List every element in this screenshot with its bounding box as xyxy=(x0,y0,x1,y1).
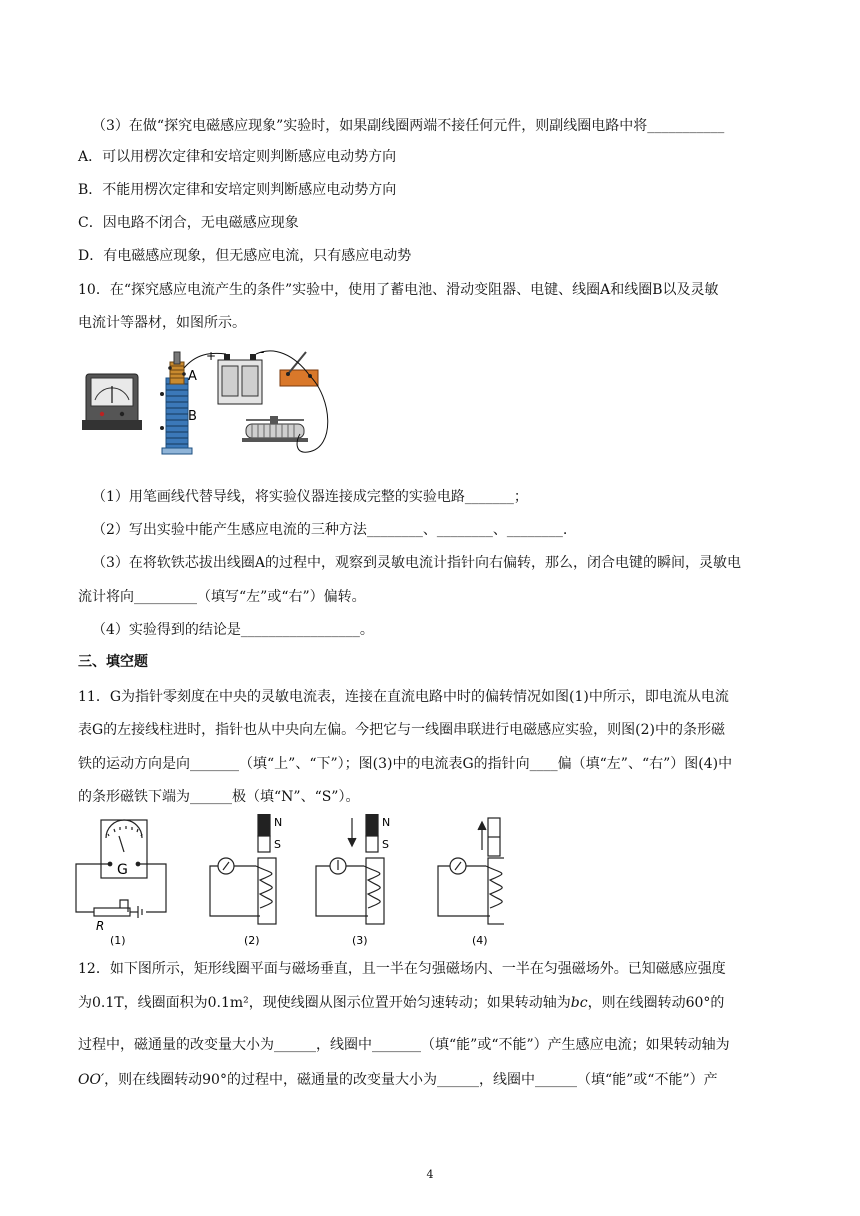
caption-4: (4) xyxy=(472,934,488,947)
q10-part3-line2: 流计将向_________（填写“左”或“右”）偏转。 xyxy=(78,589,366,605)
q11-line4: 的条形磁铁下端为______极（填“N”、“S”）。 xyxy=(78,789,360,805)
q12-line3: 过程中，磁通量的改变量大小为______，线圈中_______（填“能”或“不能”）产生感应电流；如果转动轴为 xyxy=(78,1037,730,1053)
option-b: B．不能用楞次定律和安培定则判断感应电动势方向 xyxy=(78,182,397,198)
q12-text: ，现使线圈从图示位置开始匀速转动；如果转动轴为 xyxy=(248,995,571,1011)
q12-text: ，则在线圈转动 xyxy=(104,1072,203,1088)
q10-line1: 10．在“探究感应电流产生的条件”实验中，使用了蓄电池、滑动变阻器、电键、线圈A和线圈B以及灵敏 xyxy=(78,282,719,298)
q11-line2: 表G的左接线柱进时，指针也从中央向左偏。今把它与一线圈串联进行电磁感应实验，则图(2)中的条形磁 xyxy=(78,722,726,738)
option-d: D．有电磁感应现象，但无感应电流，只有感应电动势 xyxy=(78,248,412,264)
fig2-s-label: S xyxy=(274,838,281,851)
q12-line1: 12．如下图所示，矩形线圈平面与磁场垂直，且一半在匀强磁场内、一半在匀强磁场外。已知磁感应强度 xyxy=(78,961,726,977)
option-c: C．因电路不闭合，无电磁感应现象 xyxy=(78,215,299,231)
axis-bc: bc xyxy=(570,995,588,1011)
q12-text: 的过程中，磁通量的改变量大小为______，线圈中______（填“能”或“不能”）产 xyxy=(226,1072,718,1088)
rheostat-r-label: R xyxy=(96,919,105,933)
q12-text: ，线圈面积为 xyxy=(123,995,208,1011)
q11-figure xyxy=(74,814,504,948)
fig3-n-label: N xyxy=(382,816,391,829)
angle-60: 60° xyxy=(685,995,711,1011)
coil-circuit-2 xyxy=(210,814,276,924)
magnetic-field-value: 0.1T xyxy=(92,995,124,1011)
q10-part1: （1）用笔画线代替导线，将实验仪器连接成完整的实验电路_______； xyxy=(92,489,528,505)
coil-circuit-3 xyxy=(316,814,384,924)
q12-line2 xyxy=(78,993,783,1013)
axis-oo: OO′ xyxy=(78,1072,105,1088)
q12-text: 为 xyxy=(78,995,92,1011)
battery-plus-label: + xyxy=(206,349,217,363)
q11-line1: 11．G为指针零刻度在中央的灵敏电流表，连接在直流电路中时的偏转情况如图(1)中所示，即电流从电流 xyxy=(78,689,729,705)
q12-text: 的 xyxy=(710,995,725,1011)
caption-2: (2) xyxy=(244,934,260,947)
coil-b-label: B xyxy=(188,409,197,424)
q10-line2: 电流计等器材，如图所示。 xyxy=(78,315,246,331)
q11-line3: 铁的运动方向是向_______（填“上”、“下”）；图(3)中的电流表G的指针向____偏（填“左”、“右”）图(4)中 xyxy=(78,756,733,772)
battery-icon xyxy=(218,354,262,404)
q10-part2: （2）写出实验中能产生感应电流的三种方法________、________、________. xyxy=(92,522,568,538)
q9-part3: （3）在做“探究电磁感应现象”实验时，如果副线圈两端不接任何元件，则副线圈电路中将___________ xyxy=(92,118,725,134)
q10-apparatus-figure xyxy=(80,348,342,464)
option-a: A．可以用楞次定律和安培定则判断感应电动势方向 xyxy=(78,149,397,165)
fig2-n-label: N xyxy=(274,816,283,829)
coil-a-label: A xyxy=(188,369,197,384)
galvanometer-icon xyxy=(82,374,142,430)
q10-part4: （4）实验得到的结论是_________________。 xyxy=(92,622,374,638)
switch-icon xyxy=(280,352,318,386)
page-number: 4 xyxy=(426,1168,434,1181)
area-value: 0.1m² xyxy=(207,995,249,1011)
battery-minus-label: - xyxy=(260,348,265,359)
caption-1: (1) xyxy=(110,934,126,947)
caption-3: (3) xyxy=(352,934,368,947)
meter-g-label: G xyxy=(117,862,128,878)
q10-part3-line1: （3）在将软铁芯拔出线圈A的过程中，观察到灵敏电流计指针向右偏转，那么，闭合电键的瞬间，灵敏电 xyxy=(92,555,742,571)
coil-a-icon xyxy=(168,352,186,384)
angle-90: 90° xyxy=(202,1072,227,1088)
q12-line4 xyxy=(78,1070,783,1090)
fig3-s-label: S xyxy=(382,838,389,851)
section-heading-fill-in: 三、填空题 xyxy=(78,654,148,670)
coil-circuit-4 xyxy=(438,818,504,924)
q12-text: ，则在线圈转动 xyxy=(587,995,686,1011)
